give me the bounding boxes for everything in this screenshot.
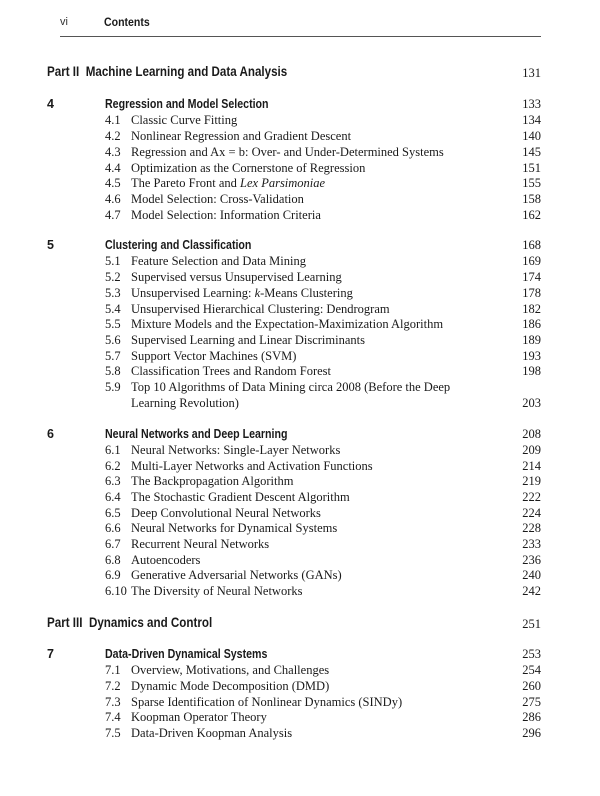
section-number: 6.2 xyxy=(105,459,121,473)
section-number: 5.5 xyxy=(105,317,121,331)
section-title: Data-Driven Koopman Analysis xyxy=(131,726,293,740)
section-page: 145 xyxy=(522,145,541,159)
section-title: Deep Convolutional Neural Networks xyxy=(131,506,321,520)
section-page: 203 xyxy=(522,396,541,410)
section-number: 7.1 xyxy=(105,663,121,677)
section-title: Support Vector Machines (SVM) xyxy=(131,349,297,363)
running-title: Contents xyxy=(104,15,150,29)
section-page: 186 xyxy=(522,317,541,331)
section-number: 6.1 xyxy=(105,443,121,457)
section-title: The Diversity of Neural Networks xyxy=(131,584,303,598)
section-title: Recurrent Neural Networks xyxy=(131,537,270,551)
section-title: Feature Selection and Data Mining xyxy=(131,254,306,268)
section-title: Neural Networks: Single-Layer Networks xyxy=(131,443,341,457)
section-title: Autoencoders xyxy=(131,553,201,567)
section-title: Model Selection: Cross-Validation xyxy=(131,192,304,206)
section-number: 6.8 xyxy=(105,553,121,567)
section-number: 5.1 xyxy=(105,254,121,268)
section-title: Overview, Motivations, and Challenges xyxy=(131,663,330,677)
section-number: 5.6 xyxy=(105,333,121,347)
chapter-number: 5 xyxy=(47,238,54,252)
chapter-number: 4 xyxy=(47,97,54,111)
section-number: 6.5 xyxy=(105,506,121,520)
section-number: 4.4 xyxy=(105,161,121,175)
section-title: Optimization as the Cornerstone of Regression xyxy=(131,161,366,175)
section-title: Regression and Ax = b: Over- and Under-Determined Systems xyxy=(131,145,444,159)
section-page: 140 xyxy=(522,129,541,143)
chapter-page: 168 xyxy=(522,238,541,252)
section-number: 6.7 xyxy=(105,537,121,551)
section-title: Top 10 Algorithms of Data Mining circa 2008 (Before the Deep xyxy=(131,380,451,394)
section-page: 242 xyxy=(522,584,541,598)
chapter-page: 253 xyxy=(522,647,541,661)
section-number: 6.6 xyxy=(105,521,121,535)
section-title: Supervised versus Unsupervised Learning xyxy=(131,270,342,284)
section-number: 4.2 xyxy=(105,129,121,143)
section-number: 5.4 xyxy=(105,302,121,316)
section-title: Koopman Operator Theory xyxy=(131,710,267,724)
chapter-number: 7 xyxy=(47,647,54,661)
section-page: 222 xyxy=(522,490,541,504)
section-number: 5.7 xyxy=(105,349,121,363)
section-number: 4.3 xyxy=(105,145,121,159)
section-page: 224 xyxy=(522,506,541,520)
section-number: 7.3 xyxy=(105,695,121,709)
section-number: 7.5 xyxy=(105,726,121,740)
part-title: Part II Machine Learning and Data Analysis xyxy=(47,64,288,79)
running-header xyxy=(60,14,541,37)
section-page: 254 xyxy=(522,663,541,677)
part-page: 131 xyxy=(522,66,541,80)
section-page: 275 xyxy=(522,695,541,709)
section-page: 158 xyxy=(522,192,541,206)
section-page: 214 xyxy=(522,459,541,473)
section-page: 240 xyxy=(522,568,541,582)
section-number: 4.7 xyxy=(105,208,121,222)
section-number: 4.6 xyxy=(105,192,121,206)
section-number: 6.4 xyxy=(105,490,121,504)
section-page: 233 xyxy=(522,537,541,551)
section-page: 155 xyxy=(522,176,541,190)
section-page: 174 xyxy=(522,270,541,284)
chapter-title: Clustering and Classification xyxy=(105,238,252,252)
section-title: The Stochastic Gradient Descent Algorithm xyxy=(131,490,350,504)
section-title: Nonlinear Regression and Gradient Descent xyxy=(131,129,352,143)
section-title: Mixture Models and the Expectation-Maximization Algorithm xyxy=(131,317,444,331)
section-page: 134 xyxy=(522,113,541,127)
section-title: Unsupervised Learning: k-Means Clustering xyxy=(131,286,353,300)
section-title: Model Selection: Information Criteria xyxy=(131,208,321,222)
section-title: Generative Adversarial Networks (GANs) xyxy=(131,568,342,582)
section-title: Supervised Learning and Linear Discriminants xyxy=(131,333,365,347)
chapter-page: 133 xyxy=(522,97,541,111)
section-number: 5.8 xyxy=(105,364,121,378)
section-number: 6.9 xyxy=(105,568,121,582)
section-page: 260 xyxy=(522,679,541,693)
section-page: 296 xyxy=(522,726,541,740)
section-title: The Pareto Front and Lex Parsimoniae xyxy=(131,176,326,190)
chapter-title: Data-Driven Dynamical Systems xyxy=(105,647,268,661)
section-number: 5.2 xyxy=(105,270,121,284)
section-page: 178 xyxy=(522,286,541,300)
part-title: Part III Dynamics and Control xyxy=(47,615,213,630)
section-page: 182 xyxy=(522,302,541,316)
section-number: 7.4 xyxy=(105,710,121,724)
section-page: 209 xyxy=(522,443,541,457)
section-page: 228 xyxy=(522,521,541,535)
section-page: 219 xyxy=(522,474,541,488)
section-title: Unsupervised Hierarchical Clustering: Dendrogram xyxy=(131,302,390,316)
section-number: 6.10 xyxy=(105,584,127,598)
section-number: 7.2 xyxy=(105,679,121,693)
section-page: 198 xyxy=(522,364,541,378)
section-page: 169 xyxy=(522,254,541,268)
section-number: 4.1 xyxy=(105,113,121,127)
section-page: 193 xyxy=(522,349,541,363)
section-page: 236 xyxy=(522,553,541,567)
section-number: 5.3 xyxy=(105,286,121,300)
section-page: 286 xyxy=(522,710,541,724)
part-page: 251 xyxy=(522,617,541,631)
section-title: Classic Curve Fitting xyxy=(131,113,238,127)
section-number: 4.5 xyxy=(105,176,121,190)
chapter-title: Regression and Model Selection xyxy=(105,97,269,111)
section-title: Multi-Layer Networks and Activation Functions xyxy=(131,459,373,473)
chapter-page: 208 xyxy=(522,427,541,441)
chapter-number: 6 xyxy=(47,427,54,441)
section-title: Neural Networks for Dynamical Systems xyxy=(131,521,338,535)
chapter-title: Neural Networks and Deep Learning xyxy=(105,427,288,441)
page-number: vi xyxy=(60,16,68,28)
section-title: Dynamic Mode Decomposition (DMD) xyxy=(131,679,330,693)
section-page: 162 xyxy=(522,208,541,222)
section-title: Classification Trees and Random Forest xyxy=(131,364,331,378)
section-title: The Backpropagation Algorithm xyxy=(131,474,294,488)
section-page: 151 xyxy=(522,161,541,175)
section-title: Sparse Identification of Nonlinear Dynamics (SINDy) xyxy=(131,695,403,709)
section-number: 5.9 xyxy=(105,380,121,394)
section-number: 6.3 xyxy=(105,474,121,488)
section-page: 189 xyxy=(522,333,541,347)
section-title-line2: Learning Revolution) xyxy=(131,396,239,410)
